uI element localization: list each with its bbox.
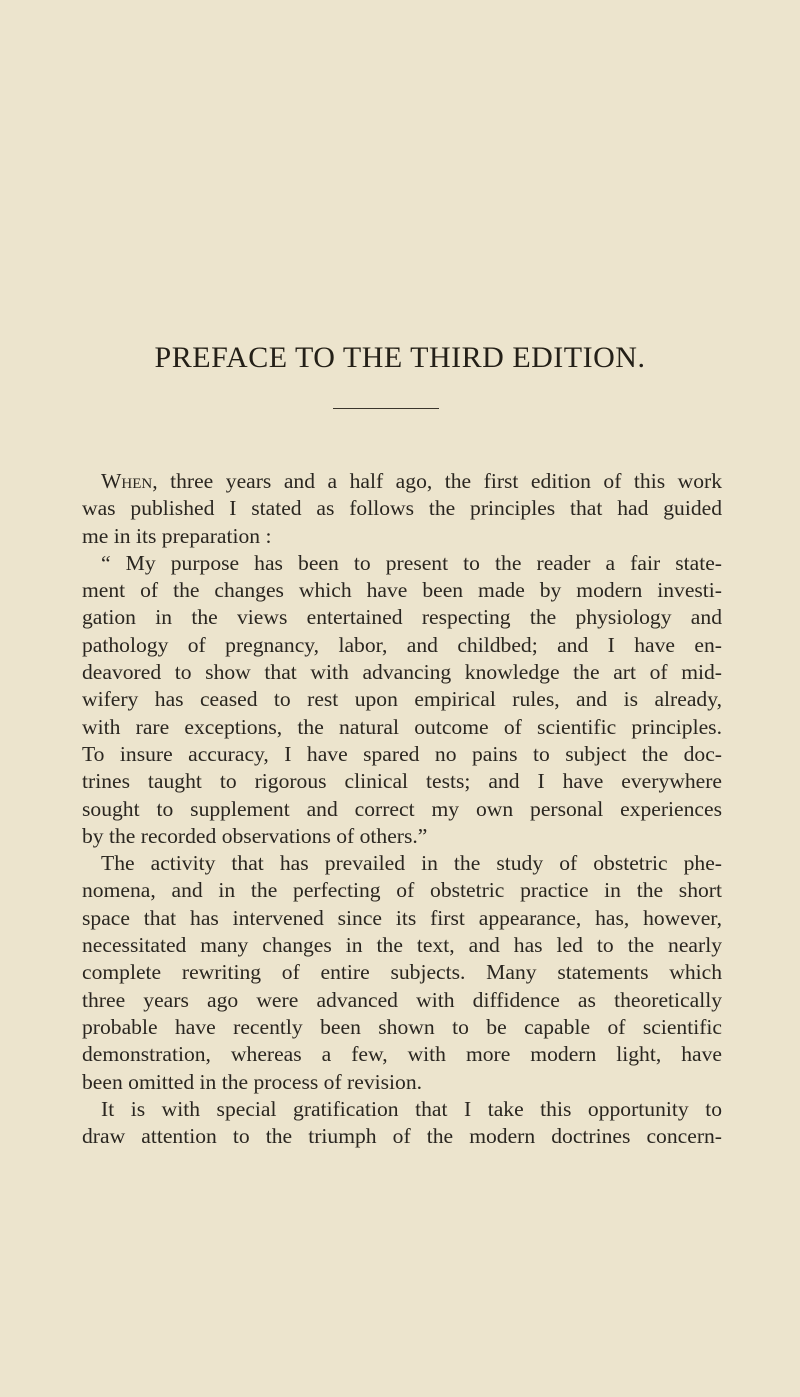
text-line: gation in the views entertained respecting the physiology and — [82, 605, 722, 630]
text-line: probable have recently been shown to be capable of scientific — [82, 1014, 722, 1039]
text-line: was published I stated as follows the principles that had guided — [82, 496, 722, 521]
text-line: complete rewriting of entire subjects. Many statements which — [82, 960, 722, 985]
text-line: draw attention to the triumph of the modern doctrines concern- — [82, 1124, 722, 1149]
text-line: nomena, and in the perfecting of obstetric practice in the short — [82, 878, 722, 903]
text-line: trines taught to rigorous clinical tests; and I have everywhere — [82, 769, 722, 794]
text-line: pathology of pregnancy, labor, and childbed; and I have en- — [82, 632, 722, 657]
text-line: deavored to show that with advancing knowledge the art of mid- — [82, 660, 722, 685]
text-line: three years ago were advanced with diffidence as theoretically — [82, 987, 722, 1012]
text-line: sought to supplement and correct my own personal experiences — [82, 796, 722, 821]
page-title: PREFACE TO THE THIRD EDITION. — [154, 341, 646, 374]
text-line: with rare exceptions, the natural outcome of scientific principles. — [82, 714, 722, 739]
text-line: When, three years and a half ago, the first edition of this work — [101, 469, 722, 493]
drop-word: When, — [101, 469, 158, 493]
text-line: demonstration, whereas a few, with more modern light, have — [82, 1042, 722, 1067]
text-line: space that has intervened since its first appearance, has, however, — [82, 905, 722, 930]
text-line: me in its preparation : — [82, 523, 272, 548]
text-line: To insure accuracy, I have spared no pains to subject the doc- — [82, 741, 722, 766]
title-divider-rule — [333, 408, 439, 409]
text-line: The activity that has prevailed in the study of obstetric phe- — [101, 851, 722, 876]
text-line: been omitted in the process of revision. — [82, 1069, 423, 1094]
text-line: ment of the changes which have been made by modern investi- — [82, 578, 722, 603]
text-line: It is with special gratification that I take this opportunity to — [101, 1096, 722, 1121]
text-line: necessitated many changes in the text, and has led to the nearly — [82, 933, 722, 958]
text-line: “ My purpose has been to present to the reader a fair state- — [101, 550, 722, 575]
preface-body — [82, 468, 722, 1150]
text-line: wifery has ceased to rest upon empirical rules, and is already, — [82, 687, 722, 712]
text-line: by the recorded observations of others.” — [82, 823, 428, 848]
